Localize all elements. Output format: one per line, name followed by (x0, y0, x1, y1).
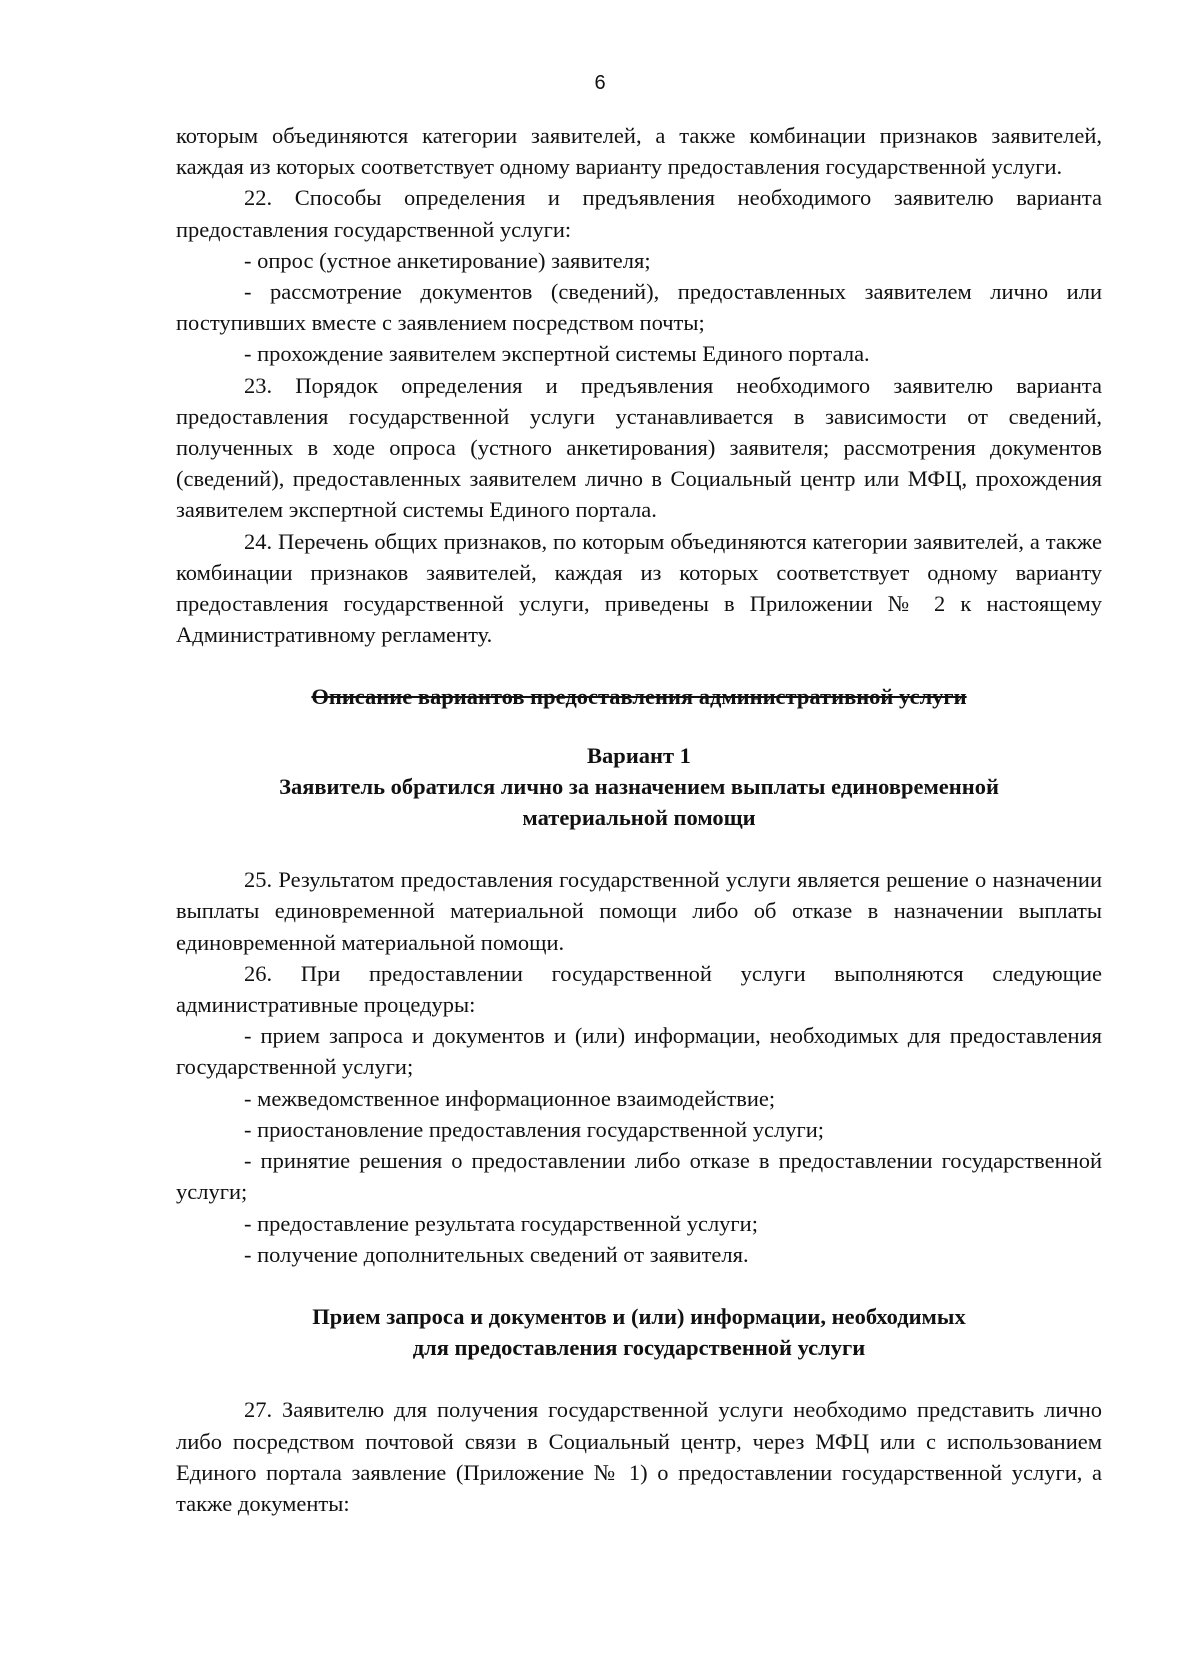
list-item-decision: - принятие решения о предоставлении либо отказе в предоставлении государственной услуги; (176, 1148, 1102, 1205)
paragraph-27: 27. Заявителю для получения государственной услуги необходимо представить лично либо посредством почтовой связи в Социальный центр, через МФЦ или с использованием Единого портала заявление (Приложение № 1) о предоставлении государственной услуги, а также документы: (176, 1397, 1102, 1516)
heading-variant-1: Вариант 1 (587, 742, 691, 768)
heading-reception-line-2: для предоставления государственной услуги (412, 1335, 866, 1361)
paragraph-22: 22. Способы определения и предъявления необходимого заявителю варианта предоставления государственной услуги: (176, 185, 1102, 242)
list-item-result: - предоставление результата государственной услуги; (244, 1210, 758, 1236)
heading-variants-description: Описание вариантов предоставления административной услуги (311, 684, 967, 710)
paragraph-continuation: которым объединяются категории заявителей, а также комбинации признаков заявителей, каждая из которых соответствует одному варианту предоставления государственной услуги. (176, 123, 1102, 180)
paragraph-26: 26. При предоставлении государственной услуги выполняются следующие административные процедуры: (176, 960, 1102, 1018)
heading-variant-1-line-1: Заявитель обратился лично за назначением выплаты единовременной (279, 773, 999, 799)
heading-variant-1-line-2: материальной помощи (522, 805, 756, 831)
list-item-suspension: - приостановление предоставления государственной услуги; (244, 1116, 825, 1142)
page-number: 6 (594, 72, 606, 94)
list-item-interagency: - межведомственное информационное взаимодействие; (244, 1085, 776, 1111)
paragraph-24: 24. Перечень общих признаков, по которым объединяются категории заявителей, а также комбинации признаков заявителей, каждая из которых соответствует одному варианту предоставления государственной услуги, приведены в Приложении № 2 к настоящему Административному регламенту. (176, 528, 1102, 648)
list-item-documents-review: - рассмотрение документов (сведений), предоставленных заявителем лично или поступивших вместе с заявлением посредством почты; (176, 279, 1102, 336)
heading-reception-line-1: Прием запроса и документов и (или) информации, необходимых (312, 1303, 966, 1329)
paragraph-25: 25. Результатом предоставления государственной услуги является решение о назначении выплаты единовременной материальной помощи либо об отказе в назначении выплаты единовременной материальной помощи. (176, 867, 1102, 955)
list-item-reception: - прием запроса и документов и (или) информации, необходимых для предоставления государственной услуги; (176, 1023, 1102, 1080)
list-item-additional-info: - получение дополнительных сведений от заявителя. (244, 1241, 749, 1267)
paragraph-23: 23. Порядок определения и предъявления необходимого заявителю варианта предоставления государственной услуги устанавливается в зависимости от сведений, полученных в ходе опроса (устного анкетирования) заявителя; рассмотрения документов (сведений), предоставленных заявителем лично в Социальный центр или МФЦ, прохождения заявителем экспертной системы Единого портала. (176, 372, 1102, 523)
list-item-expert-system: - прохождение заявителем экспертной системы Единого портала. (244, 341, 870, 367)
list-item-survey: - опрос (устное анкетирование) заявителя; (244, 247, 651, 273)
document-body (176, 120, 1102, 1519)
